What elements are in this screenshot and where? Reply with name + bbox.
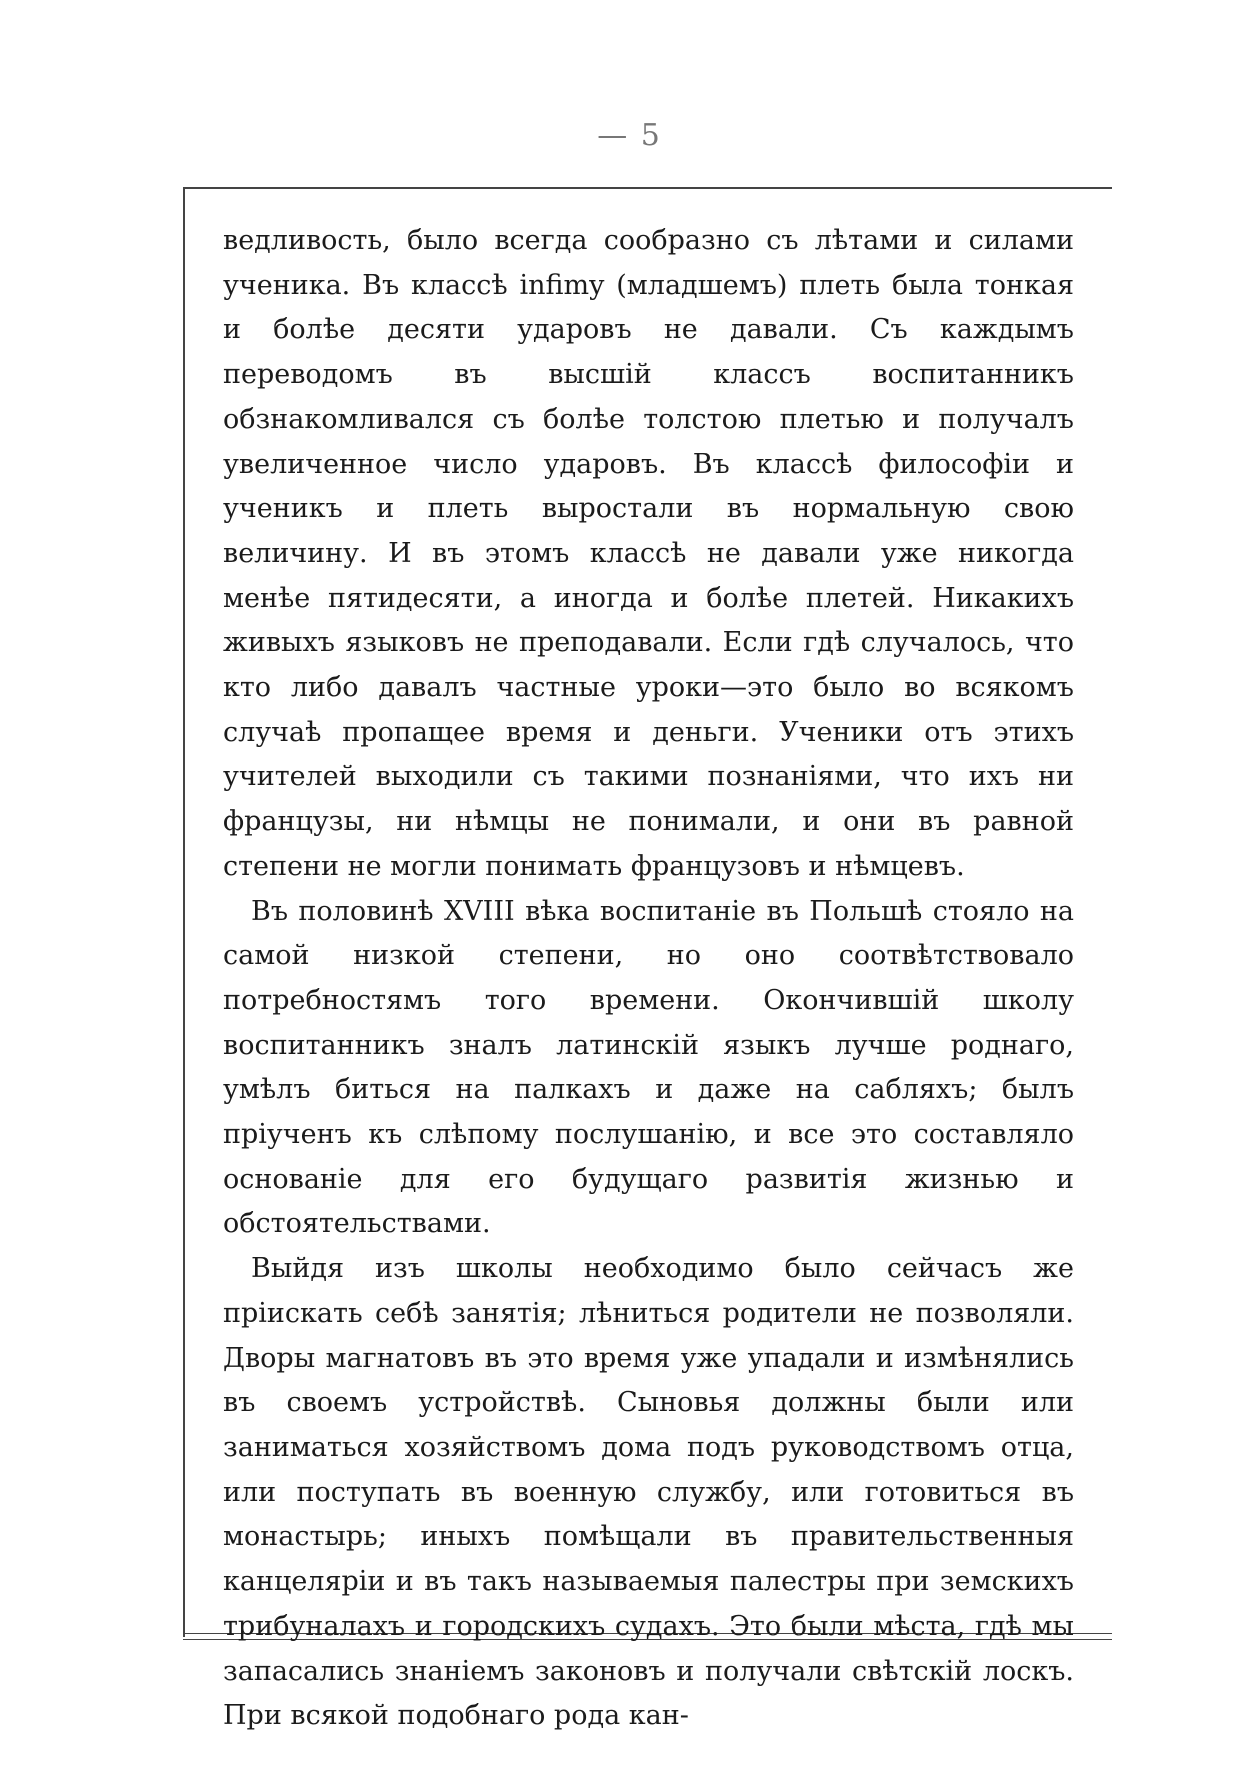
paragraph-2: Въ половинѣ XVIII вѣка воспитаніе въ Польшѣ стояло на самой низкой степени, но оно соотвѣтствовало потребностямъ того времени. Окончившій школу воспитанникъ зналъ латинскій языкъ лучше роднаго, умѣлъ биться на палкахъ и даже на сабляхъ; былъ пріученъ къ слѣпому послушанію, и все это составляло основаніе для его будущаго развитія жизнью и обстоятельствами. bbox=[223, 895, 1074, 1240]
paragraph-1: ведливость, было всегда сообразно съ лѣтами и силами ученика. Въ классѣ infimy (младшемъ) плеть была тонкая и болѣе десяти ударовъ не давали. Съ каждымъ переводомъ въ высшій классъ воспитанникъ обзнакомливался съ болѣе толстою плетью и получалъ увеличенное число ударовъ. Въ классѣ философіи и ученикъ и плеть выростали въ нормальную свою величину. И въ этомъ классѣ не давали уже никогда менѣе пятидесяти, а иногда и болѣе плетей. Никакихъ живыхъ языковъ не преподавали. Если гдѣ случалось, что кто либо давалъ частные уроки—это было во всякомъ случаѣ пропащее время и деньги. Ученики отъ этихъ учителей выходили съ такими познаніями, что ихъ ни французы, ни нѣмцы не понимали, и они въ равной степени не могли понимать французовъ и нѣмцевъ. bbox=[223, 225, 1074, 882]
paragraph-3: Выйдя изъ школы необходимо было сейчасъ же пріискать себѣ занятія; лѣниться родители не позволяли. Дворы магнатовъ въ это время уже упадали и измѣнялись въ своемъ устройствѣ. Сыновья должны были или заниматься хозяйствомъ дома подъ руководствомъ отца, или поступать въ военную службу, или готовиться въ монастырь; иныхъ помѣщали въ правительственныя канцеляріи и въ такъ называемыя палестры при земскихъ трибуналахъ и городскихъ судахъ. Это были мѣста, гдѣ мы запасались знаніемъ законовъ и получали свѣтскій лоскъ. При всякой подобнаго рода кан- bbox=[223, 1253, 1074, 1732]
page-number: — 5 bbox=[597, 118, 662, 153]
left-border-rule bbox=[183, 187, 185, 1637]
top-border-rule bbox=[183, 187, 1112, 189]
body-text bbox=[223, 219, 1074, 1739]
